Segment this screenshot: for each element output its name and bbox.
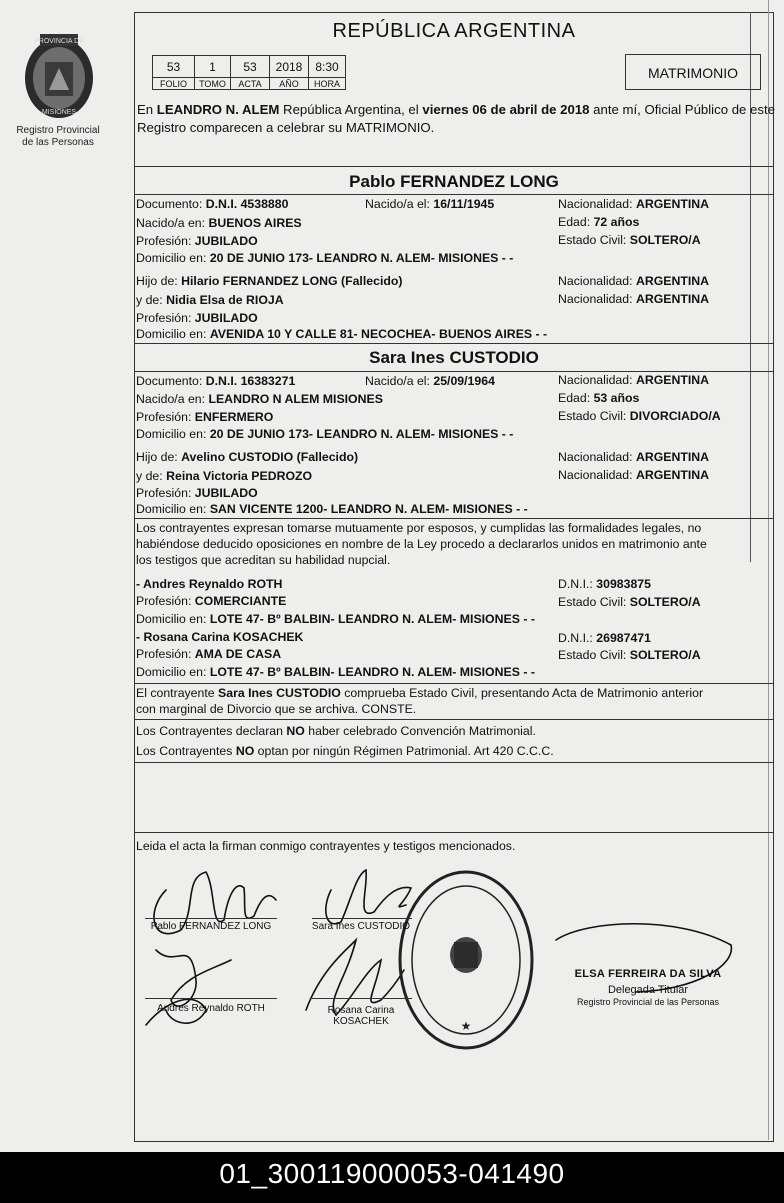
field-value: NO: [235, 744, 255, 758]
intro-t3: ante mí, Oficial Público de este Registro comparecen a celebrar su MATRIMONIO.: [137, 102, 775, 135]
field-text: Edad:: [558, 215, 591, 229]
official-stamp-icon: [400, 872, 532, 1048]
field-value: ARGENTINA: [635, 197, 710, 211]
field-value: ARGENTINA: [635, 373, 710, 387]
document-id-footer: 01_300119000053-041490: [0, 1152, 784, 1203]
witness2-estado-civil: [558, 648, 701, 663]
field-value: - Andres Reynaldo ROTH: [136, 577, 283, 591]
field-text: comprueba Estado Civil, presentando Acta de Matrimonio anterior: [340, 686, 704, 700]
tomo-label: TOMO: [195, 78, 231, 90]
field-text: D.N.I.:: [558, 577, 593, 591]
intro-t1: En: [137, 102, 157, 117]
party2-madre: [136, 469, 312, 484]
party2-padre-nac: [558, 450, 709, 465]
tomo-value: 1: [195, 56, 231, 78]
act-type-box: MATRIMONIO: [625, 54, 761, 90]
field-text: Estado Civil:: [558, 409, 627, 423]
field-text: Edad:: [558, 391, 591, 405]
field-value: LEANDRO N ALEM MISIONES: [208, 392, 383, 406]
field-text: los testigos que acreditan su habilidad nupcial.: [136, 553, 391, 567]
party1-nacido-el: [365, 197, 494, 212]
registro-label: [6, 125, 110, 149]
anio-value: 2018: [270, 56, 309, 78]
field-text: Profesión:: [136, 647, 192, 661]
party1-padres-domicilio: [136, 327, 547, 342]
party1-nacido-en: [136, 216, 302, 231]
field-value: ARGENTINA: [635, 292, 710, 306]
hora-label: HORA: [309, 78, 346, 90]
field-value: Reina Victoria PEDROZO: [166, 469, 313, 483]
anio-label: AÑO: [270, 78, 309, 90]
party2-nacido-el: [365, 374, 495, 389]
field-value: SAN VICENTE 1200- LEANDRO N. ALEM- MISIONES - -: [209, 502, 528, 516]
divider: [134, 194, 774, 195]
witness1-profesion: [136, 594, 286, 609]
provincial-seal-icon: [18, 28, 100, 124]
field-value: ARGENTINA: [635, 450, 710, 464]
party2-estado-civil: [558, 409, 721, 424]
folio-value: 53: [153, 56, 195, 78]
party2-profesion: [136, 410, 273, 425]
witness2-dni: [558, 631, 651, 646]
field-text: El contrayente: [136, 686, 219, 700]
field-text: Nacionalidad:: [558, 468, 633, 482]
field-value: Sara Ines CUSTODIO: [218, 686, 341, 700]
party1-estado-civil: [558, 233, 701, 248]
registro-line1: Registro Provincial: [16, 125, 100, 136]
signature-line: [312, 998, 412, 999]
field-text: habiéndose deducido oposiciones en nombre de la Ley procedo a declararlos unidos en matrimonio ante: [136, 537, 707, 551]
acta-label: ACTA: [231, 78, 270, 90]
field-text: Profesión:: [136, 311, 192, 325]
divider: [134, 166, 774, 167]
field-value: - Rosana Carina KOSACHEK: [136, 630, 304, 644]
field-text: Nacido/a en:: [136, 216, 206, 230]
party1-padre: [136, 274, 402, 289]
field-text: Nacido/a el:: [365, 374, 430, 388]
field-value: Avelino CUSTODIO (Fallecido): [181, 450, 359, 464]
field-text: Domicilio en:: [136, 251, 207, 265]
field-value: JUBILADO: [194, 234, 258, 248]
field-text: y de:: [136, 469, 163, 483]
scan-line: [768, 0, 769, 1140]
field-text: Documento:: [136, 374, 203, 388]
signature-official: [556, 924, 731, 992]
field-text: Domicilio en:: [136, 327, 207, 341]
field-text: Domicilio en:: [136, 612, 207, 626]
field-text: Profesión:: [136, 410, 192, 424]
field-text: con marginal de Divorcio que se archiva. CONSTE.: [136, 702, 417, 716]
field-value: JUBILADO: [194, 486, 258, 500]
field-text: Los contrayentes expresan tomarse mutuamente por esposos, y cumplidas las formalidades legales, no: [136, 521, 702, 535]
sig-label-rosana: Rosana Carina KOSACHEK: [327, 1005, 395, 1027]
party1-padre-nac: [558, 274, 709, 289]
field-text: Estado Civil:: [558, 233, 627, 247]
divider: [134, 518, 774, 519]
seal-text-top: PROVINCIA DE: [34, 38, 84, 45]
page-title: REPÚBLICA ARGENTINA: [332, 20, 576, 42]
party2-nacido-en: [136, 392, 383, 407]
divider: [134, 371, 774, 372]
party1-madre-nac: [558, 292, 709, 307]
signature-line: [145, 918, 277, 919]
witness1-dni: [558, 577, 651, 592]
divider: [134, 683, 774, 684]
field-value: COMERCIANTE: [194, 594, 287, 608]
field-value: ENFERMERO: [194, 410, 274, 424]
field-text: Nacionalidad:: [558, 450, 633, 464]
field-text: Domicilio en:: [136, 665, 207, 679]
witness2-domicilio: [136, 665, 535, 680]
field-value: 20 DE JUNIO 173- LEANDRO N. ALEM- MISIONES - -: [209, 427, 514, 441]
party1-madre: [136, 293, 284, 308]
field-value: D.N.I. 16383271: [205, 374, 296, 388]
folio-label: FOLIO: [153, 78, 195, 90]
divider: [134, 343, 774, 344]
field-text: D.N.I.:: [558, 631, 593, 645]
intro-date: viernes 06 de abril de 2018: [422, 102, 590, 117]
divider: [134, 832, 774, 833]
field-text: Los Contrayentes declaran: [136, 724, 287, 738]
field-value: JUBILADO: [194, 311, 258, 325]
scan-line: [750, 12, 751, 562]
record-id-table: [152, 55, 346, 90]
sig-label-sara: Sara Ines CUSTODIO: [311, 921, 411, 932]
field-value: AMA DE CASA: [194, 647, 282, 661]
party2-madre-nac: [558, 468, 709, 483]
field-value: SOLTERO/A: [629, 233, 701, 247]
party1-profesion: [136, 234, 258, 249]
field-value: 25/09/1964: [433, 374, 495, 388]
witness1-domicilio: [136, 612, 535, 627]
witness1-estado-civil: [558, 595, 701, 610]
party2-edad: [558, 391, 639, 406]
signature-sara: [326, 870, 411, 924]
field-text: Nacionalidad:: [558, 274, 633, 288]
party2-padre: [136, 450, 358, 465]
signature-rosana: [306, 940, 404, 1015]
intro-place: LEANDRO N. ALEM: [156, 102, 280, 117]
party1-domicilio: [136, 251, 513, 266]
field-value: ARGENTINA: [635, 468, 710, 482]
acta-value: 53: [231, 56, 270, 78]
party1-documento: [136, 197, 288, 212]
field-value: 16/11/1945: [433, 197, 495, 211]
intro-paragraph: [137, 101, 777, 137]
regimen-line: [136, 743, 776, 759]
field-value: SOLTERO/A: [629, 648, 701, 662]
field-text: Hijo de:: [136, 274, 178, 288]
field-value: Hilario FERNANDEZ LONG (Fallecido): [181, 274, 403, 288]
sig-label-andres: Andres Reynaldo ROTH: [157, 1003, 265, 1014]
witness2-profesion: [136, 647, 281, 662]
field-value: Nidia Elsa de RIOJA: [166, 293, 284, 307]
party2-nacionalidad: [558, 373, 709, 388]
witness2-name: [136, 630, 303, 645]
field-text: Nacido/a el:: [365, 197, 430, 211]
party1-nacionalidad: [558, 197, 709, 212]
seal-text-bottom: MISIONES: [41, 109, 77, 116]
cierre-line: Leida el acta la firman conmigo contrayentes y testigos mencionados.: [136, 839, 516, 853]
field-text: Profesión:: [136, 486, 192, 500]
party2-domicilio: [136, 427, 513, 442]
divider: [134, 719, 774, 720]
field-text: Documento:: [136, 197, 203, 211]
field-text: Estado Civil:: [558, 595, 627, 609]
field-text: haber celebrado Convención Matrimonial.: [304, 724, 536, 738]
field-value: 26987471: [596, 631, 651, 645]
field-value: ARGENTINA: [635, 274, 710, 288]
field-value: 30983875: [596, 577, 651, 591]
official-name: ELSA FERREIRA DA SILVA: [574, 968, 722, 980]
hora-value: 8:30: [309, 56, 346, 78]
official-role: Delegada Titular: [607, 984, 689, 996]
field-value: 53 años: [593, 391, 640, 405]
party2-padres-domicilio: [136, 502, 528, 517]
divider: [134, 762, 774, 763]
field-text: Profesión:: [136, 234, 192, 248]
party1-name: Pablo FERNANDEZ LONG: [349, 172, 559, 191]
svg-text:★: ★: [460, 1019, 472, 1033]
field-text: y de:: [136, 293, 163, 307]
party1-padres-profesion: [136, 311, 258, 326]
signature-line: [145, 998, 277, 999]
field-value: NO: [286, 724, 305, 738]
field-value: LOTE 47- Bº BALBIN- LEANDRO N. ALEM- MISIONES - -: [209, 612, 535, 626]
field-text: Nacionalidad:: [558, 373, 633, 387]
official-registro: Registro Provincial de las Personas: [576, 997, 720, 1007]
field-text: Nacionalidad:: [558, 197, 633, 211]
nota-divorcio: [136, 685, 776, 717]
convencion-line: [136, 723, 776, 739]
field-text: Nacionalidad:: [558, 292, 633, 306]
field-value: 20 DE JUNIO 173- LEANDRO N. ALEM- MISIONES - -: [209, 251, 514, 265]
field-value: 72 años: [593, 215, 640, 229]
field-text: Domicilio en:: [136, 427, 207, 441]
party2-documento: [136, 374, 295, 389]
field-value: AVENIDA 10 Y CALLE 81- NECOCHEA- BUENOS AIRES - -: [209, 327, 548, 341]
signature-line: [312, 918, 412, 919]
field-value: SOLTERO/A: [629, 595, 701, 609]
registro-line2: de las Personas: [22, 137, 94, 148]
intro-t2: República Argentina, el: [279, 102, 423, 117]
field-value: LOTE 47- Bº BALBIN- LEANDRO N. ALEM- MISIONES - -: [209, 665, 535, 679]
field-value: DIVORCIADO/A: [629, 409, 721, 423]
field-value: BUENOS AIRES: [208, 216, 302, 230]
field-text: Estado Civil:: [558, 648, 627, 662]
field-text: Los Contrayentes: [136, 744, 236, 758]
field-text: Hijo de:: [136, 450, 178, 464]
field-text: Nacido/a en:: [136, 392, 206, 406]
witness1-name: [136, 577, 282, 592]
party2-padres-profesion: [136, 486, 258, 501]
field-text: [136, 685, 776, 701]
field-text: Profesión:: [136, 594, 192, 608]
declaracion-paragraph: [136, 520, 776, 568]
field-value: D.N.I. 4538880: [205, 197, 289, 211]
party2-name: Sara Ines CUSTODIO: [369, 348, 539, 367]
field-text: optan por ningún Régimen Patrimonial. Art 420 C.C.C.: [254, 744, 554, 758]
sig-label-pablo: Pablo FERNANDEZ LONG: [150, 921, 272, 932]
field-text: Domicilio en:: [136, 502, 207, 516]
party1-edad: [558, 215, 639, 230]
